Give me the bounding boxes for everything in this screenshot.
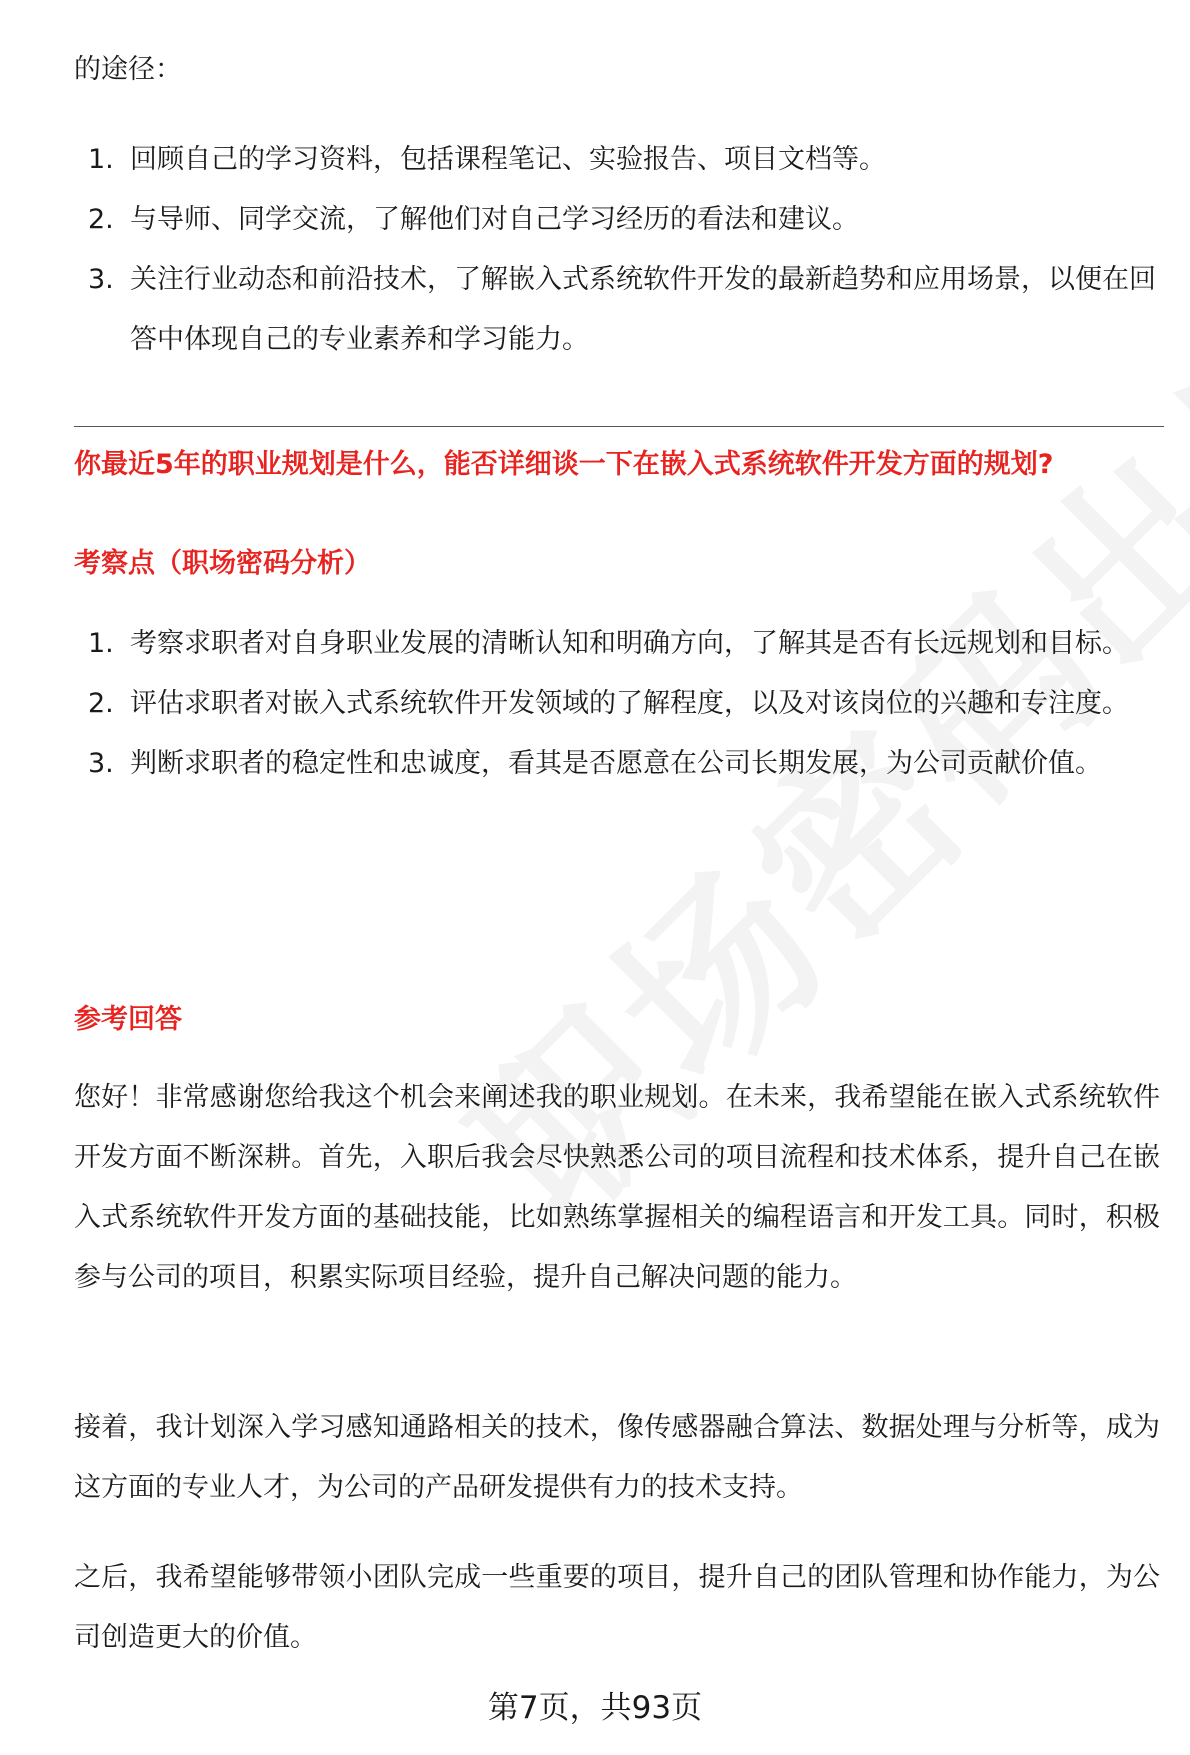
list-item xyxy=(74,674,1160,734)
list-item-text: 与导师、同学交流，了解他们对自己学习经历的看法和建议。 xyxy=(130,204,859,235)
list-number: 3. xyxy=(88,748,114,779)
list-number: 2. xyxy=(88,688,114,719)
list-item-text: 关注行业动态和前沿技术，了解嵌入式系统软件开发的最新趋势和应用场景，以便在回答中体现自己的专业素养和学习能力。 xyxy=(130,264,1156,355)
list-item xyxy=(74,614,1160,674)
list-item xyxy=(74,734,1160,794)
list-number: 1. xyxy=(88,628,114,659)
intro-text: 的途径： xyxy=(74,54,182,85)
reference-answer-title: 参考回答 xyxy=(74,1004,182,1035)
list-item-text: 回顾自己的学习资料，包括课程笔记、实验报告、项目文档等。 xyxy=(130,144,886,175)
answer-paragraph-1: 您好！非常感谢您给我这个机会来阐述我的职业规划。在未来，我希望能在嵌入式系统软件开发方面不断深耕。首先，入职后我会尽快熟悉公司的项目流程和技术体系，提升自己在嵌入式系统软件开发方面的基础技能，比如熟练掌握相关的编程语言和开发工具。同时，积极参与公司的项目，积累实际项目经验，提升自己解决问题的能力。 xyxy=(74,1082,1160,1293)
list-number: 1. xyxy=(88,144,114,175)
analysis-section-title: 考察点（职场密码分析） xyxy=(74,548,371,579)
prep-methods-list xyxy=(74,130,1160,370)
section-divider xyxy=(74,426,1164,427)
list-item-text: 评估求职者对嵌入式系统软件开发领域的了解程度，以及对该岗位的兴趣和专注度。 xyxy=(130,688,1129,719)
list-item-text: 判断求职者的稳定性和忠诚度，看其是否愿意在公司长期发展，为公司贡献价值。 xyxy=(130,748,1102,779)
list-item xyxy=(74,190,1160,250)
list-number: 3. xyxy=(88,264,114,295)
list-item-text: 考察求职者对自身职业发展的清晰认知和明确方向，了解其是否有长远规划和目标。 xyxy=(130,628,1129,659)
answer-paragraph-3: 之后，我希望能够带领小团队完成一些重要的项目，提升自己的团队管理和协作能力，为公司创造更大的价值。 xyxy=(74,1562,1160,1653)
list-item xyxy=(74,130,1160,190)
list-number: 2. xyxy=(88,204,114,235)
answer-paragraph-2: 接着，我计划深入学习感知通路相关的技术，像传感器融合算法、数据处理与分析等，成为这方面的专业人才，为公司的产品研发提供有力的技术支持。 xyxy=(74,1412,1160,1503)
analysis-points-list xyxy=(74,614,1160,794)
question-heading: 你最近5年的职业规划是什么，能否详细谈一下在嵌入式系统软件开发方面的规划? xyxy=(74,449,1054,480)
list-item xyxy=(74,250,1160,370)
page-number-footer: 第7页，共93页 xyxy=(487,1690,703,1726)
